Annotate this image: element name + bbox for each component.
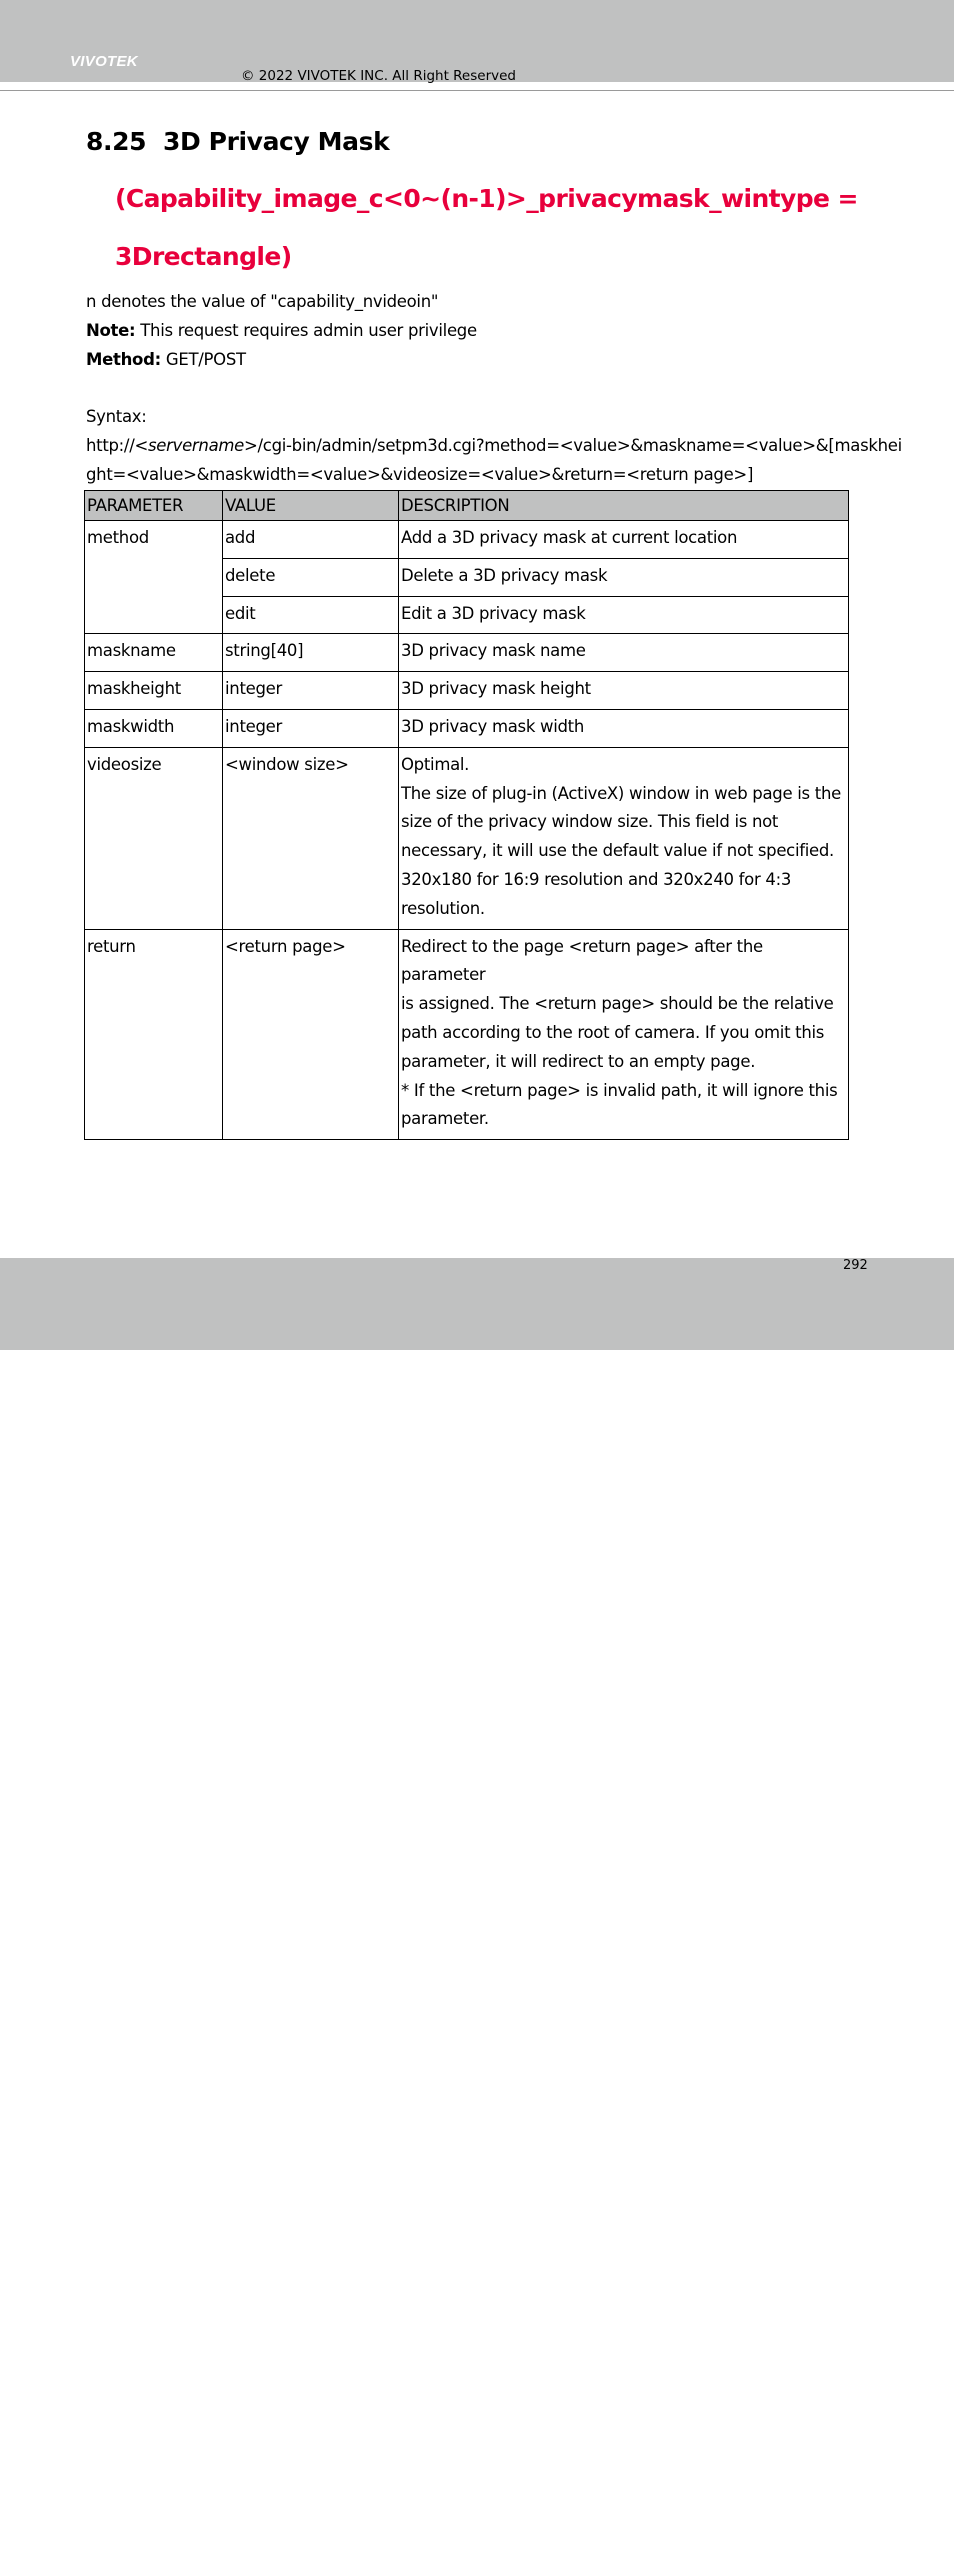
page-number: 292 <box>843 1258 868 1273</box>
value-cell: string[40] <box>223 634 399 672</box>
note-text: This request requires admin user privilege <box>135 321 477 340</box>
param-cell: return <box>85 929 223 1140</box>
param-cell: maskwidth <box>85 709 223 747</box>
n-description: n denotes the value of "capability_nvideoin" <box>86 292 439 311</box>
page-header <box>0 0 954 82</box>
description-line: parameter. <box>401 1109 489 1129</box>
table-row <box>85 709 849 747</box>
table-row <box>85 672 849 710</box>
parameter-table <box>84 490 849 1140</box>
header-value: VALUE <box>223 491 399 521</box>
description-line: is assigned. The <return page> should be the relative <box>401 994 834 1014</box>
table-row <box>85 521 849 559</box>
method-label: Method: <box>86 350 161 369</box>
note-label: Note: <box>86 321 136 340</box>
method-text: GET/POST <box>160 350 246 369</box>
description-cell <box>399 929 849 1140</box>
header-divider <box>0 90 954 91</box>
description-cell: 3D privacy mask height <box>399 672 849 710</box>
value-cell: edit <box>223 596 399 634</box>
description-cell: 3D privacy mask width <box>399 709 849 747</box>
description-line: Redirect to the page <return page> after the parameter <box>401 936 763 985</box>
capability-condition-line2: 3Drectangle) <box>115 242 292 271</box>
value-cell: <window size> <box>223 747 399 929</box>
param-cell: method <box>85 521 223 634</box>
description-line: size of the privacy window size. This field is not <box>401 812 779 832</box>
syntax-prefix: http://< <box>86 436 148 455</box>
copyright-notice: © 2022 VIVOTEK INC. All Right Reserved <box>241 68 516 84</box>
table-row <box>85 929 849 1140</box>
header-parameter: PARAMETER <box>85 491 223 521</box>
description-line: Optimal. <box>401 754 470 774</box>
description-line: * If the <return page> is invalid path, it will ignore this <box>401 1080 838 1100</box>
brand-logo-text: VIVOTEK <box>70 53 138 70</box>
note-line <box>86 321 477 340</box>
description-cell: 3D privacy mask name <box>399 634 849 672</box>
section-number: 8.25 <box>86 127 147 156</box>
capability-condition-line1: (Capability_image_c<0~(n-1)>_privacymask_wintype = <box>115 184 858 213</box>
description-cell: Delete a 3D privacy mask <box>399 558 849 596</box>
description-line: parameter, it will redirect to an empty page. <box>401 1051 756 1071</box>
param-cell: maskname <box>85 634 223 672</box>
param-cell: videosize <box>85 747 223 929</box>
manual-page-label: 442 - User's Manual <box>69 2533 194 2549</box>
description-cell: Add a 3D privacy mask at current location <box>399 521 849 559</box>
value-cell: add <box>223 521 399 559</box>
table-row <box>85 747 849 929</box>
description-line: resolution. <box>401 898 485 918</box>
description-line: necessary, it will use the default value if not specified. <box>401 841 834 861</box>
value-cell: integer <box>223 672 399 710</box>
description-line: The size of plug-in (ActiveX) window in web page is the <box>401 783 841 803</box>
syntax-label: Syntax: <box>86 407 147 426</box>
description-cell: Edit a 3D privacy mask <box>399 596 849 634</box>
param-cell: maskheight <box>85 672 223 710</box>
section-heading <box>86 127 389 156</box>
method-line <box>86 350 246 369</box>
table-row <box>85 634 849 672</box>
page-footer <box>0 1258 954 2549</box>
value-cell: <return page> <box>223 929 399 1140</box>
value-cell: integer <box>223 709 399 747</box>
syntax-url-line2: ght=<value>&maskwidth=<value>&videosize=<value>&return=<return page>] <box>86 465 754 484</box>
section-title: 3D Privacy Mask <box>163 127 390 156</box>
value-cell: delete <box>223 558 399 596</box>
description-line: 320x180 for 16:9 resolution and 320x240 for 4:3 <box>401 869 792 889</box>
syntax-rest: >/cgi-bin/admin/setpm3d.cgi?method=<value>&maskname=<value>&[maskhei <box>244 436 902 455</box>
description-line: path according to the root of camera. If you omit this <box>401 1022 825 1042</box>
table-header-row <box>85 491 849 521</box>
syntax-url-line1 <box>86 436 902 455</box>
description-cell <box>399 747 849 929</box>
header-description: DESCRIPTION <box>399 491 849 521</box>
syntax-servername: servername <box>147 436 245 455</box>
